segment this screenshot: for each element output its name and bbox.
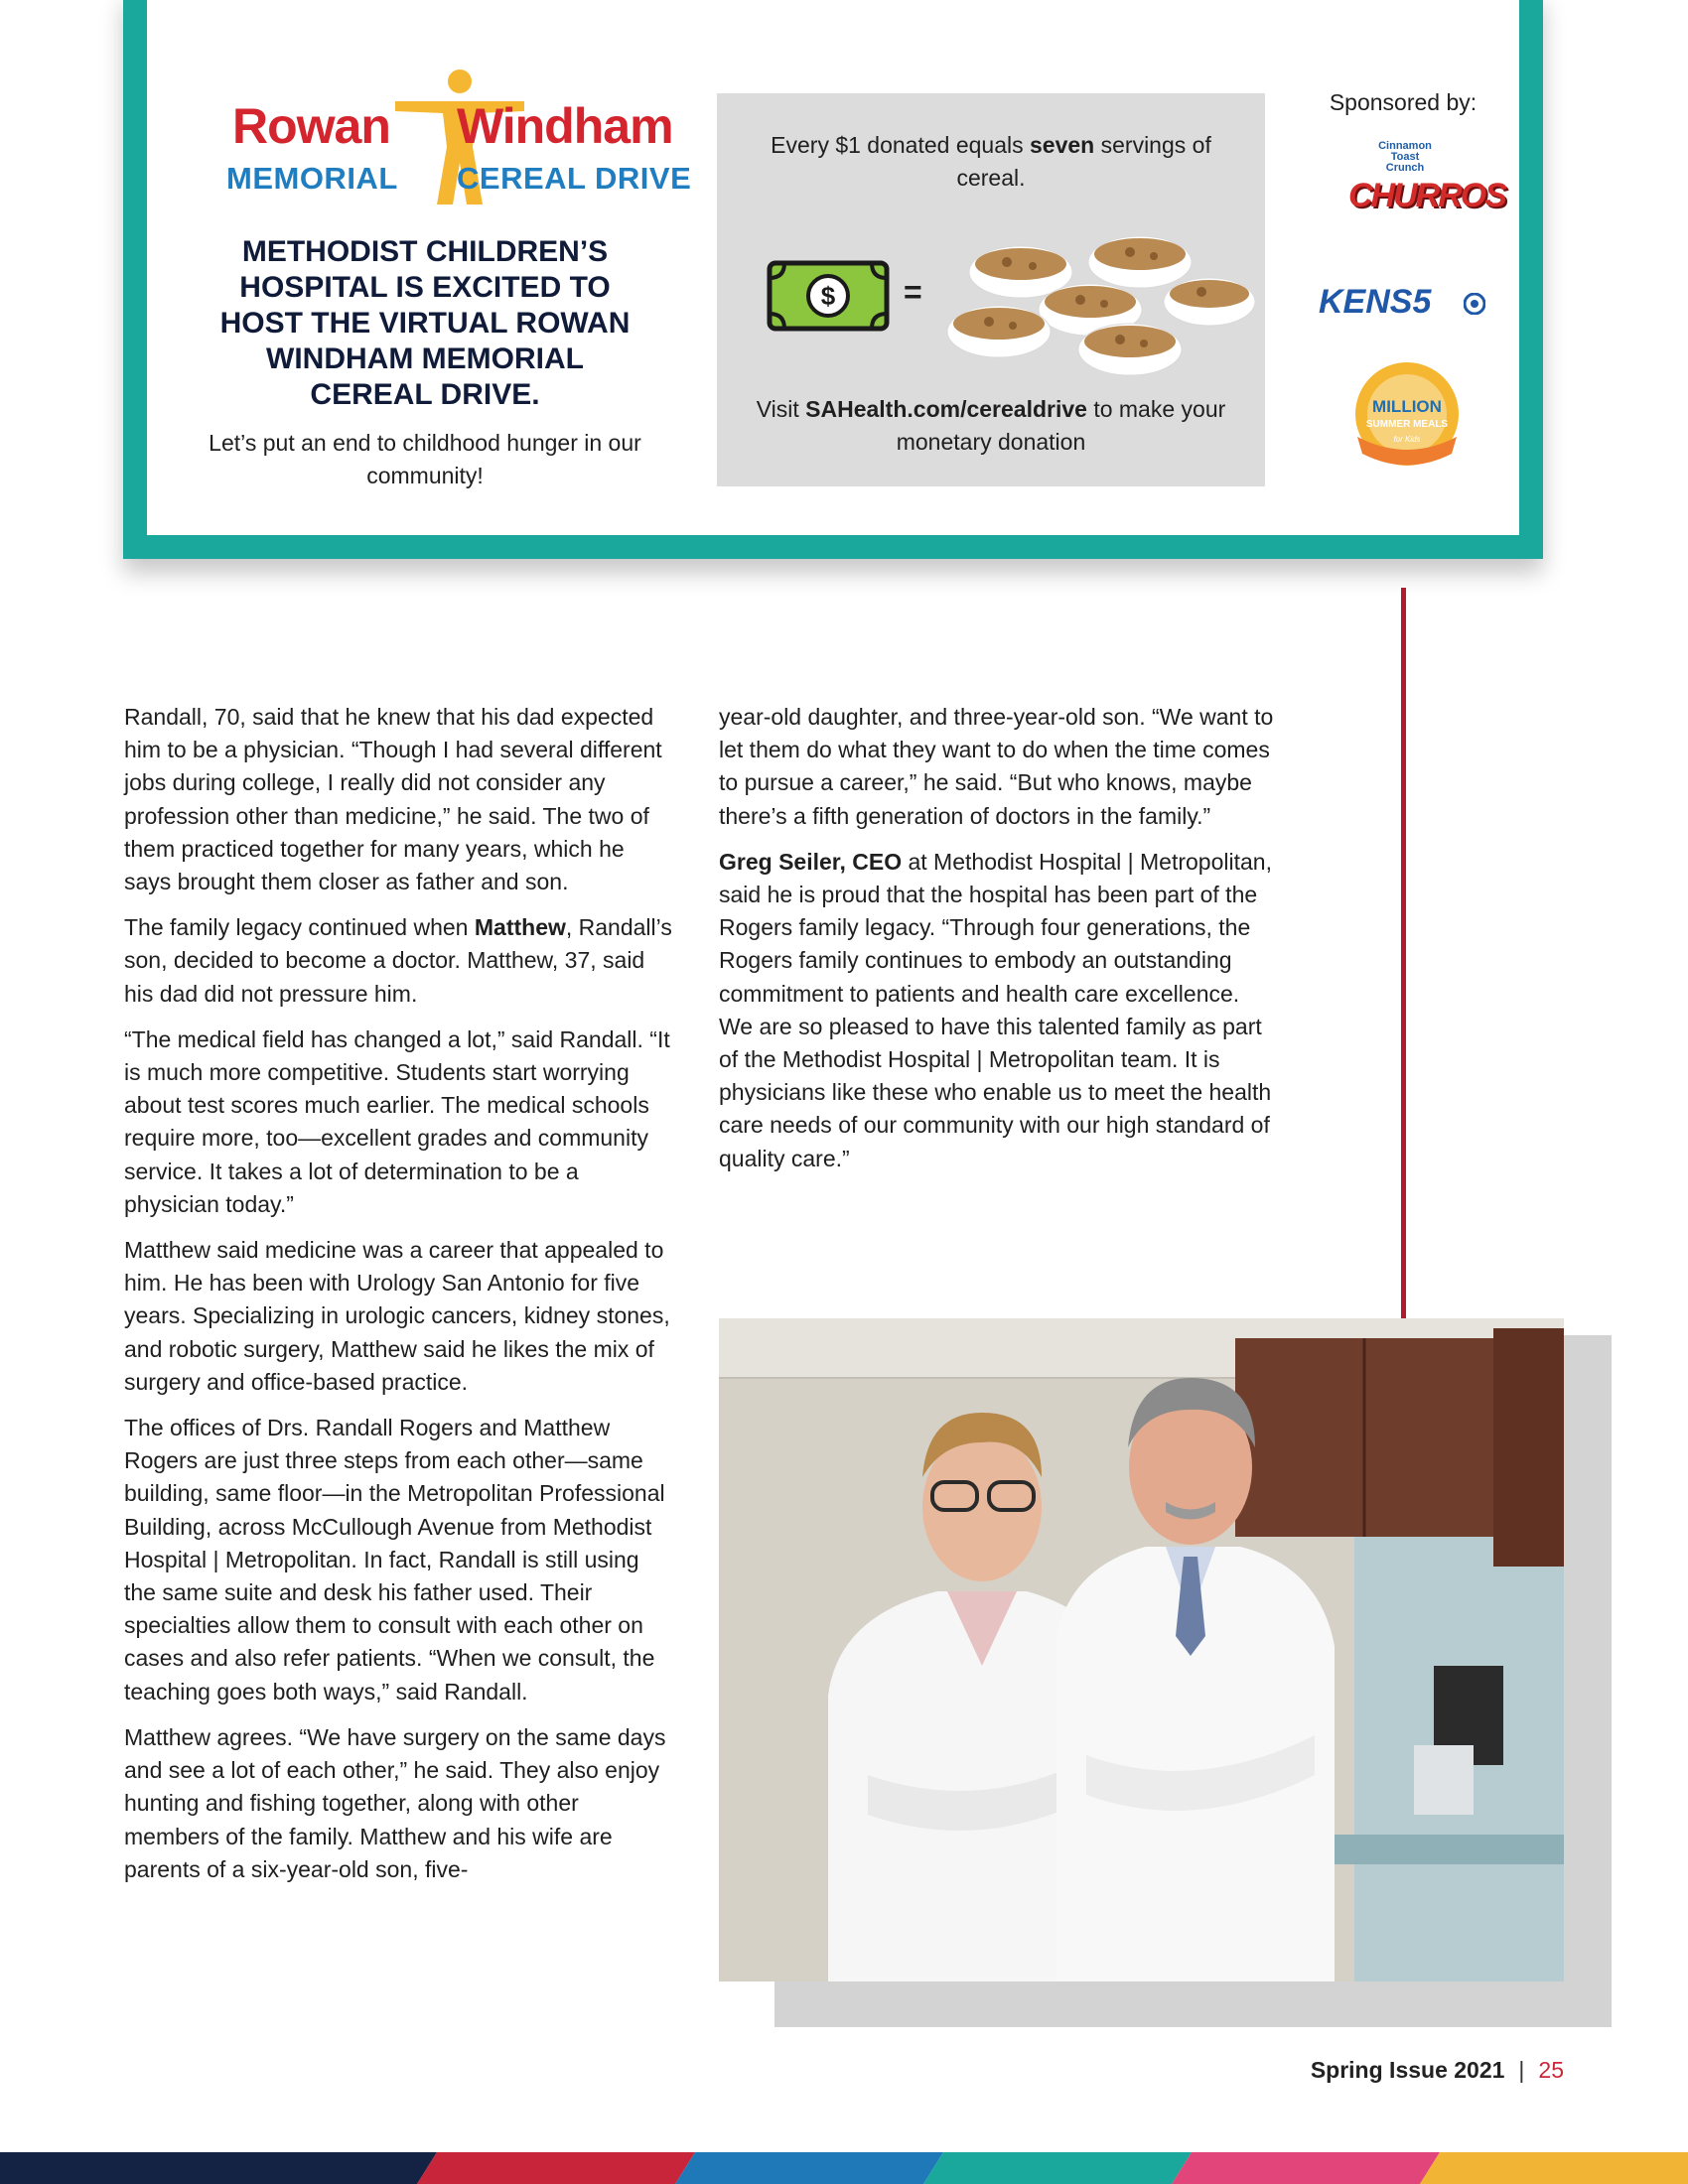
sponsors — [1309, 89, 1505, 444]
churros-small-text: Cinnamon Toast Crunch — [1378, 140, 1432, 174]
doctors-photo-illustration — [719, 1318, 1564, 1981]
visit-post: to make your monetary donation — [896, 396, 1226, 455]
kens5-logo — [1319, 283, 1497, 333]
footer-separator: | — [1518, 2057, 1525, 2083]
color-stripe — [0, 2152, 1688, 2184]
cereal-drive-logo — [226, 68, 693, 206]
doctors-photo — [719, 1318, 1564, 1981]
donation-rate-bold: seven — [1030, 132, 1095, 158]
equals-sign: = — [904, 274, 922, 310]
paragraph: Randall, 70, said that he knew that his dad expected him to be a physician. “Though I had several different jobs during college, I really did not consider any profession other than medicine,” he said. The two of them practiced together for many years, which he says brought them closer as father and son. — [124, 704, 662, 895]
kens-text: KENS — [1319, 283, 1413, 321]
paragraph-text: , Randall’s son, decided to become a doctor. Matthew, 37, said his dad did not pressure him. — [124, 914, 672, 1007]
paragraph: “The medical field has changed a lot,” said Randall. “It is much more competitive. Students start worrying about test scores much earlier. The medical schools require more, too—excellent grades and community service. It takes a lot of determination to be a physician today.” — [124, 1025, 670, 1217]
cereal-drive-promo — [123, 0, 1543, 559]
summer-meals-text: SUMMER MEALS — [1365, 419, 1449, 430]
cereal-bowls-image — [941, 232, 1259, 381]
dollar-bill-icon — [767, 260, 890, 332]
churros-text: CHURROS — [1348, 177, 1505, 214]
paragraph-text: The family legacy continued when — [124, 914, 475, 941]
logo-cereal-drive: CEREAL DRIVE — [457, 161, 692, 196]
article-column-right — [719, 701, 1275, 1188]
article-column-left — [124, 701, 672, 1899]
red-divider — [1401, 588, 1406, 1318]
donation-rate-pre: Every $1 donated equals — [771, 132, 1031, 158]
donation-panel — [717, 93, 1265, 486]
page-footer — [1311, 2057, 1564, 2084]
paragraph: Matthew said medicine was a career that appealed to him. He has been with Urology San Antonio for five years. Specializing in urologic cancers, kidney stones, and robotic surgery, Matthew said he likes the mix of surgery and office-based practice. — [124, 1237, 670, 1395]
page-number: 25 — [1538, 2057, 1564, 2083]
svg-text:$: $ — [820, 281, 836, 311]
logo-memorial: MEMORIAL — [226, 161, 398, 196]
churros-logo — [1348, 140, 1505, 240]
visit-pre: Visit — [756, 396, 806, 422]
paragraph — [124, 911, 672, 1011]
for-kids-text: for Kids — [1393, 435, 1421, 444]
million-text: MILLION — [1372, 397, 1442, 416]
sponsored-by-label: Sponsored by: — [1329, 89, 1477, 115]
promo-subtext: Let’s put an end to childhood hunger in our community! — [209, 430, 641, 488]
million-summer-meals-logo — [1352, 359, 1462, 469]
donation-rate-post: servings of cereal. — [956, 132, 1211, 191]
donation-link[interactable]: SAHealth.com/cerealdrive — [805, 396, 1087, 422]
logo-word-rowan: Rowan — [232, 98, 390, 154]
paragraph: Matthew agrees. “We have surgery on the same days and see a lot of each other,” he said. They also enjoy hunting and fishing together, along with other members of the family. Matthew and his wife are parents of a six-year-old son, five- — [124, 1723, 666, 1882]
promo-headline: METHODIST CHILDREN’S HOSPITAL IS EXCITED TO HOST THE VIRTUAL ROWAN WINDHAM MEMORIAL CEREAL DRIVE. — [219, 235, 631, 411]
kens-number: 5 — [1412, 283, 1432, 321]
paragraph: The offices of Drs. Randall Rogers and Matthew Rogers are just three steps from each other—same building, same floor—in the Metropolitan Professional Building, across McCullough Avenue from Methodist Hospital | Metropolitan. In fact, Randall is still using the same suite and desk his father used. Their specialties allow them to consult with each other on cases and also refer patients. “When we consult, the teaching goes both ways,” said Randall. — [124, 1415, 665, 1705]
cbs-eye-icon — [1464, 293, 1485, 315]
paragraph — [719, 846, 1275, 1175]
donation-rate — [737, 129, 1245, 195]
name-matthew: Matthew — [474, 914, 566, 941]
name-greg-seiler: Greg Seiler, CEO — [719, 848, 903, 875]
paragraph: year-old daughter, and three-year-old son. “We want to let them do what they want to do when the time comes to pursue a career,” he said. “But who knows, maybe there’s a fifth generation of doctors in the family.” — [719, 704, 1274, 829]
donation-instructions — [737, 393, 1245, 459]
issue-label: Spring Issue 2021 — [1310, 2057, 1505, 2083]
logo-word-windham: Windham — [457, 98, 673, 154]
paragraph-text: at Methodist Hospital | Metropolitan, said he is proud that the hospital has been part of the Rogers family legacy. “Through four generations, the Rogers family continues to embody an outstanding commitment to patients and health care excellence. We are so pleased to have this talented family as part of the Methodist Hospital | Metropolitan team. It is physicians like these who enable us to meet the health care needs of our community with our high standard of quality care.” — [719, 848, 1272, 1171]
